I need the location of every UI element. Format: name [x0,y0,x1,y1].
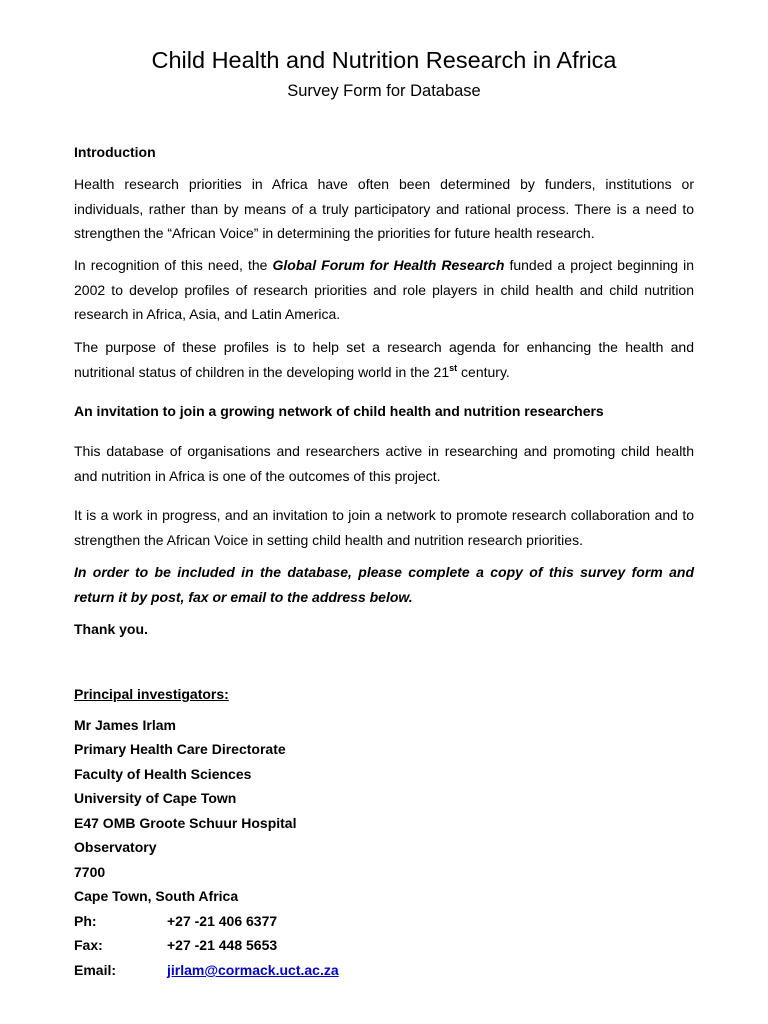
invitation-heading: An invitation to join a growing network of child health and nutrition researchers [74,403,604,419]
global-forum-emphasis: Global Forum for Health Research [272,257,505,273]
document-title: Child Health and Nutrition Research in Africa [151,47,617,73]
intro-paragraph-2-start: In recognition of this need, the [74,257,273,273]
intro-paragraph-3-start: The purpose of these profiles is to help set a research agenda for enhancing the health and nutritional status of children in the developing world in the 21 [74,339,694,380]
invitation-paragraph-1: This database of organisations and researchers active in researching and promoting child health and nutrition in Africa is one of the outcomes of this project. [74,443,694,484]
address-line-faculty: Faculty of Health Sciences [74,766,252,782]
ordinal-suffix: st [449,362,458,373]
phone-number: +27 -21 406 6377 [167,913,278,929]
intro-paragraph-3-end: century. [457,363,510,380]
introduction-heading: Introduction [74,144,156,160]
fax-number: +27 -21 448 5653 [167,937,278,953]
address-line-postcode: 7700 [74,864,106,880]
intro-paragraph-2-end: funded a project beginning in 2002 to develop profiles of research priorities and role players in child health and child nutrition research in Africa, Asia, and Latin America. [74,257,694,322]
email-label: Email: [74,962,117,978]
email-link[interactable]: jirlam@cormack.uct.ac.za [167,962,339,978]
document-subtitle: Survey Form for Database [287,82,481,100]
instruction-paragraph: In order to be included in the database, please complete a copy of this survey form and return it by post, fax or email to the address below. [74,564,694,605]
intro-paragraph-2 [74,253,694,327]
address-line-name: Mr James Irlam [74,717,176,733]
address-line-directorate: Primary Health Care Directorate [74,741,286,757]
address-line-university: University of Cape Town [74,790,237,806]
invitation-paragraph-2: It is a work in progress, and an invitation to join a network to promote research collaboration and to strengthen the African Voice in setting child health and nutrition research priorities. [74,507,694,548]
address-line-hospital: E47 OMB Groote Schuur Hospital [74,815,297,831]
phone-label: Ph: [74,913,97,929]
address-line-suburb: Observatory [74,839,157,855]
fax-label: Fax: [74,937,103,953]
principal-investigators-heading: Principal investigators: [74,686,229,702]
intro-paragraph-3 [74,335,694,384]
address-line-city: Cape Town, South Africa [74,888,239,904]
intro-paragraph-1: Health research priorities in Africa have often been determined by funders, institutions or individuals, rather than by means of a truly participatory and rational process. There is a need to strengthen the “African Voice” in determining the priorities for future health research. [74,176,694,241]
thank-you-text: Thank you. [74,621,148,637]
